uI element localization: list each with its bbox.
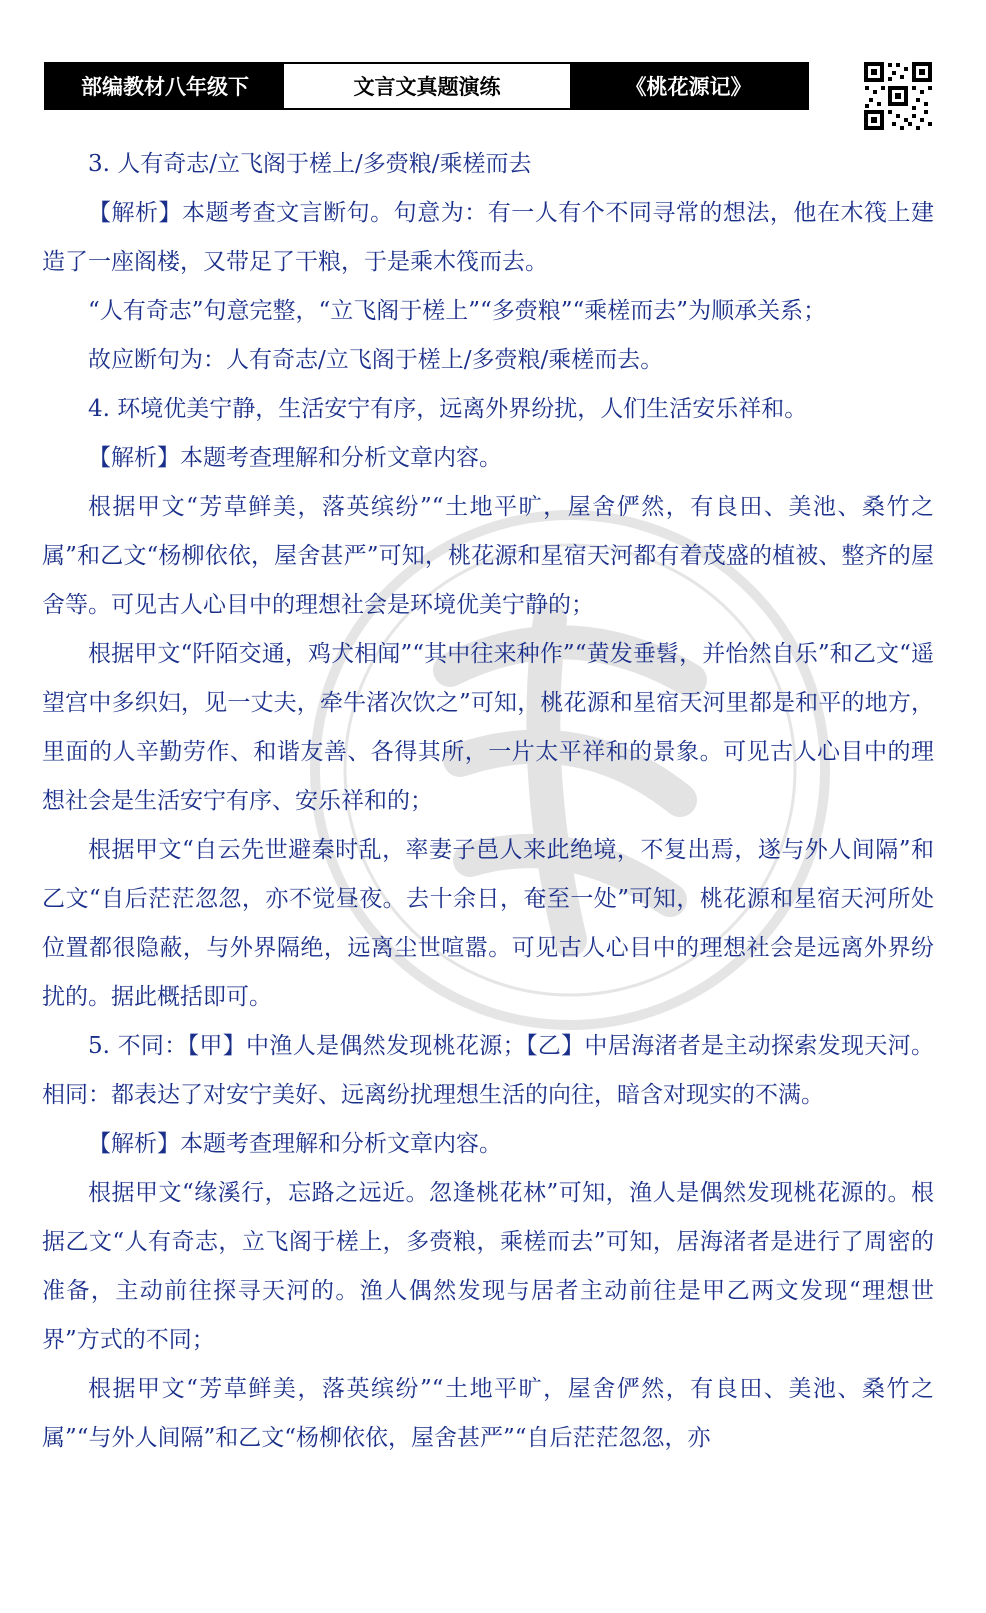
header-section-title: 文言文真题演练 [284, 64, 570, 108]
answer-5: 5. 不同：【甲】中渔人是偶然发现桃花源；【乙】中居海渚者是主动探索发现天河。相同：都表达了对安宁美好、远离纷扰理想生活的向往，暗含对现实的不满。 [42, 1033, 934, 1108]
analysis-3-conclusion: 故应断句为：人有奇志/立飞阁于槎上/多赍粮/乘槎而去。 [88, 347, 664, 373]
analysis-3-detail: “人有奇志”句意完整，“立飞阁于槎上”“多赍粮”“乘槎而去”为顺承关系； [88, 298, 827, 324]
analysis-3: 【解析】本题考查文言断句。句意为：有一人有个不同寻常的想法，他在木筏上建造了一座阁楼，又带足了干粮，于是乘木筏而去。 [42, 200, 934, 275]
qr-code-icon [862, 60, 934, 132]
analysis-5-point-1: 根据甲文“缘溪行，忘路之远近。忽逢桃花林”可知，渔人是偶然发现桃花源的。根据乙文“人有奇志，立飞阁于槎上，多赍粮，乘槎而去”可知，居海渚者是进行了周密的准备，主动前往探寻天河的。渔人偶然发现与居者主动前往是甲乙两文发现“理想世界”方式的不同； [42, 1180, 934, 1353]
answer-3: 3. 人有奇志/立飞阁于槎上/多赍粮/乘槎而去 [88, 151, 532, 177]
analysis-4: 【解析】本题考查理解和分析文章内容。 [88, 445, 502, 471]
analysis-4-point-2: 根据甲文“阡陌交通，鸡犬相闻”“其中往来种作”“黄发垂髫，并怡然自乐”和乙文“遥望宫中多织妇，见一丈夫，牵牛渚次饮之”可知，桃花源和星宿天河里都是和平的地方，里面的人辛勤劳作、和谐友善、各得其所，一片太平祥和的景象。可见古人心目中的理想社会是生活安宁有序、安乐祥和的； [42, 641, 934, 814]
answer-4: 4. 环境优美宁静，生活安宁有序，远离外界纷扰，人们生活安乐祥和。 [88, 396, 808, 422]
answer-content [42, 140, 934, 1463]
analysis-5: 【解析】本题考查理解和分析文章内容。 [88, 1131, 502, 1157]
header-textbook-label: 部编教材八年级下 [46, 64, 284, 108]
header-lesson-title: 《桃花源记》 [570, 64, 807, 108]
analysis-4-point-1: 根据甲文“芳草鲜美，落英缤纷”“土地平旷，屋舍俨然，有良田、美池、桑竹之属”和乙文“杨柳依依，屋舍甚严”可知，桃花源和星宿天河都有着茂盛的植被、整齐的屋舍等。可见古人心目中的理想社会是环境优美宁静的； [42, 494, 934, 618]
analysis-4-point-3: 根据甲文“自云先世避秦时乱，率妻子邑人来此绝境，不复出焉，遂与外人间隔”和乙文“自后茫茫忽忽，亦不觉昼夜。去十余日，奄至一处”可知，桃花源和星宿天河所处位置都很隐蔽，与外界隔绝，远离尘世喧嚣。可见古人心目中的理想社会是远离外界纷扰的。据此概括即可。 [42, 837, 934, 1010]
header-bar [44, 62, 809, 110]
analysis-5-point-2: 根据甲文“芳草鲜美，落英缤纷”“土地平旷，屋舍俨然，有良田、美池、桑竹之属”“与外人间隔”和乙文“杨柳依依，屋舍甚严”“自后茫茫忽忽，亦 [42, 1376, 934, 1451]
